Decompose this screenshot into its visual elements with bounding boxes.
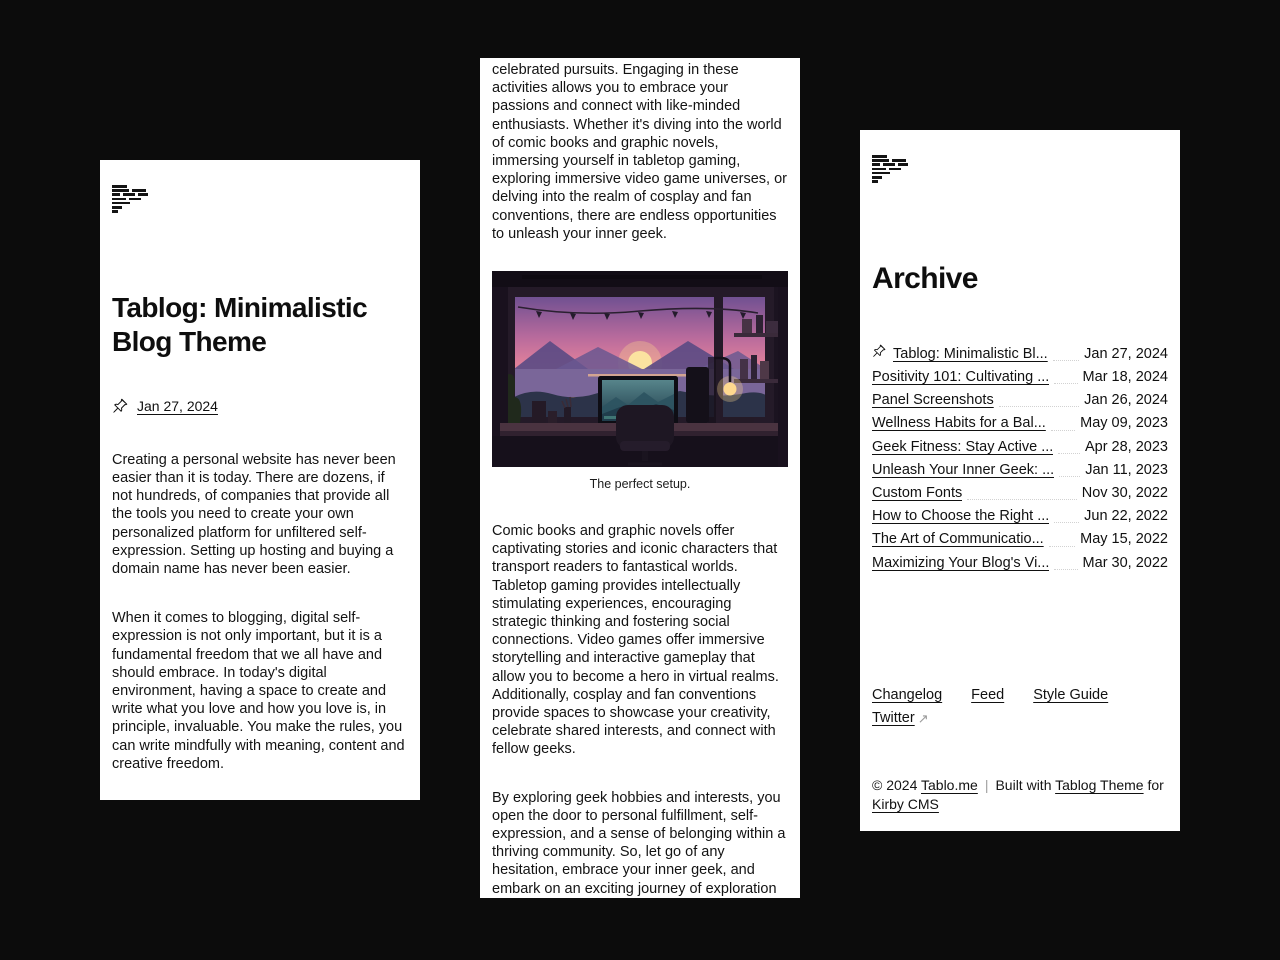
tablog-theme-link[interactable]: Tablog Theme: [1055, 776, 1144, 793]
external-link-arrow-icon: ↗: [917, 710, 929, 726]
archive-post-date: Jun 22, 2022: [1084, 508, 1168, 525]
archive-row: [872, 482, 1168, 505]
archive-post-link[interactable]: Tablog: Minimalistic Bl...: [893, 345, 1048, 362]
tablog-logo-icon[interactable]: [112, 185, 148, 213]
dotted-leader: [1054, 522, 1079, 523]
archive-post-link[interactable]: Positivity 101: Cultivating ...: [872, 368, 1050, 385]
archive-row: [872, 412, 1168, 435]
post-date-link[interactable]: Jan 27, 2024: [137, 397, 218, 414]
archive-row: [872, 552, 1168, 575]
twitter-link[interactable]: Twitter: [872, 709, 915, 726]
article-paragraph: Comic books and graphic novels offer captivating stories and iconic characters that transport readers to fantastical worlds. Tabletop gaming provides intellectually stimulating experiences, encouraging strategic thinking and fostering social connections. Video games offer immersive storytelling and interactive gameplay that allow you to become a hero in virtual realms. Additionally, cosplay and fan conventions provide spaces to showcase your creativity, celebrate shared interests, and connect with fellow geeks.: [492, 523, 779, 758]
for-text: for: [1147, 776, 1164, 793]
archive-post-date: Mar 30, 2022: [1082, 554, 1168, 571]
lofi-desk-sunset-image: [492, 271, 788, 467]
archive-post-link[interactable]: Wellness Habits for a Bal...: [872, 415, 1046, 432]
archive-row: [872, 528, 1168, 551]
article-figure: [492, 271, 788, 492]
archive-row: [872, 389, 1168, 412]
archive-post-date: Jan 11, 2023: [1085, 461, 1168, 478]
dotted-leader: [1059, 476, 1080, 477]
copyright-prefix: © 2024: [872, 776, 918, 793]
post-body: [112, 451, 408, 773]
dotted-leader: [967, 499, 1076, 500]
archive-post-date: Apr 28, 2023: [1084, 438, 1168, 455]
footer-nav: [872, 684, 1168, 707]
archive-post-link[interactable]: Panel Screenshots: [872, 392, 994, 409]
archive-post-date: Jan 26, 2024: [1084, 392, 1168, 409]
archive-row: [872, 366, 1168, 389]
tablo-me-link[interactable]: Tablo.me: [921, 776, 978, 793]
archive-row: [872, 505, 1168, 528]
dotted-leader: [999, 406, 1079, 407]
archive-row: [872, 436, 1168, 459]
footer-nav-row2: [872, 707, 1168, 730]
archive-post-link[interactable]: Unleash Your Inner Geek: ...: [872, 461, 1055, 478]
archive-row: [872, 343, 1168, 366]
article-bottom-text: [492, 522, 788, 898]
built-with-text: Built with: [995, 776, 1052, 793]
archive-card: [860, 130, 1180, 831]
pin-icon: [112, 398, 128, 414]
archive-post-link[interactable]: Geek Fitness: Stay Active ...: [872, 438, 1054, 455]
archive-heading: Archive: [872, 261, 978, 295]
archive-row: [872, 459, 1168, 482]
archive-post-date: May 15, 2022: [1080, 531, 1168, 548]
article-card: [480, 58, 800, 898]
post-paragraph: Creating a personal website has never been easier than it is today. There are dozens, if not hundreds, of companies that provide all the tools you need to create your own personalized platform for unfiltered self-expression. Setting up hosting and buying a domain name has never been easier.: [112, 451, 396, 577]
archive-post-date: Mar 18, 2024: [1082, 368, 1168, 385]
pin-icon: [872, 343, 886, 366]
archive-list: [872, 343, 1168, 575]
feed-link[interactable]: Feed: [971, 686, 1005, 703]
archive-post-date: Nov 30, 2022: [1081, 484, 1168, 501]
copyright: [872, 776, 1168, 815]
dotted-leader: [1051, 430, 1075, 431]
archive-post-date: May 09, 2023: [1080, 415, 1168, 432]
article-paragraph: celebrated pursuits. Engaging in these activities allows you to embrace your passions and connect with like-minded enthusiasts. Whether it's diving into the world of comic books and graphic novels, immersing yourself in tabletop gaming, exploring immersive video game universes, or delving into the realm of cosplay and fan conventions, there are endless opportunities to unleash your inner geek.: [492, 62, 787, 242]
dotted-leader: [1049, 546, 1075, 547]
figure-caption: The perfect setup.: [589, 477, 691, 492]
post-card: [100, 160, 420, 800]
style-guide-link[interactable]: Style Guide: [1033, 686, 1109, 703]
changelog-link[interactable]: Changelog: [872, 686, 943, 703]
dotted-leader: [1054, 569, 1077, 570]
dotted-leader: [1054, 383, 1077, 384]
archive-post-link[interactable]: How to Choose the Right ...: [872, 508, 1050, 525]
kirby-cms-link[interactable]: Kirby CMS: [872, 796, 939, 813]
tablog-logo-icon[interactable]: [872, 155, 908, 183]
archive-post-link[interactable]: Custom Fonts: [872, 484, 963, 501]
archive-post-link[interactable]: Maximizing Your Blog's Vi...: [872, 554, 1050, 571]
post-paragraph: When it comes to blogging, digital self-expression is not only important, but it is a fundamental freedom that we all have and should embrace. In today's digital environment, having a space to create and write what you love and how you love is, in principle, invaluable. You make the rules, you can write mindfully with meaning, content and creative freedom.: [112, 610, 405, 772]
archive-post-link[interactable]: The Art of Communicatio...: [872, 531, 1044, 548]
article-paragraph: By exploring geek hobbies and interests, you open the door to personal fulfillment, self-expression, and a sense of belonging within a thriving community. So, let go of any hesitation, embrace your inner geek, and embark on an exciting journey of exploration: [492, 789, 786, 897]
post-date-row: [112, 398, 408, 414]
separator: |: [984, 776, 989, 793]
archive-post-date: Jan 27, 2024: [1084, 345, 1168, 362]
dotted-leader: [1058, 453, 1080, 454]
article-top-text: [492, 61, 788, 243]
post-title: Tablog: Minimalistic Blog Theme: [112, 291, 368, 357]
dotted-leader: [1053, 360, 1079, 361]
